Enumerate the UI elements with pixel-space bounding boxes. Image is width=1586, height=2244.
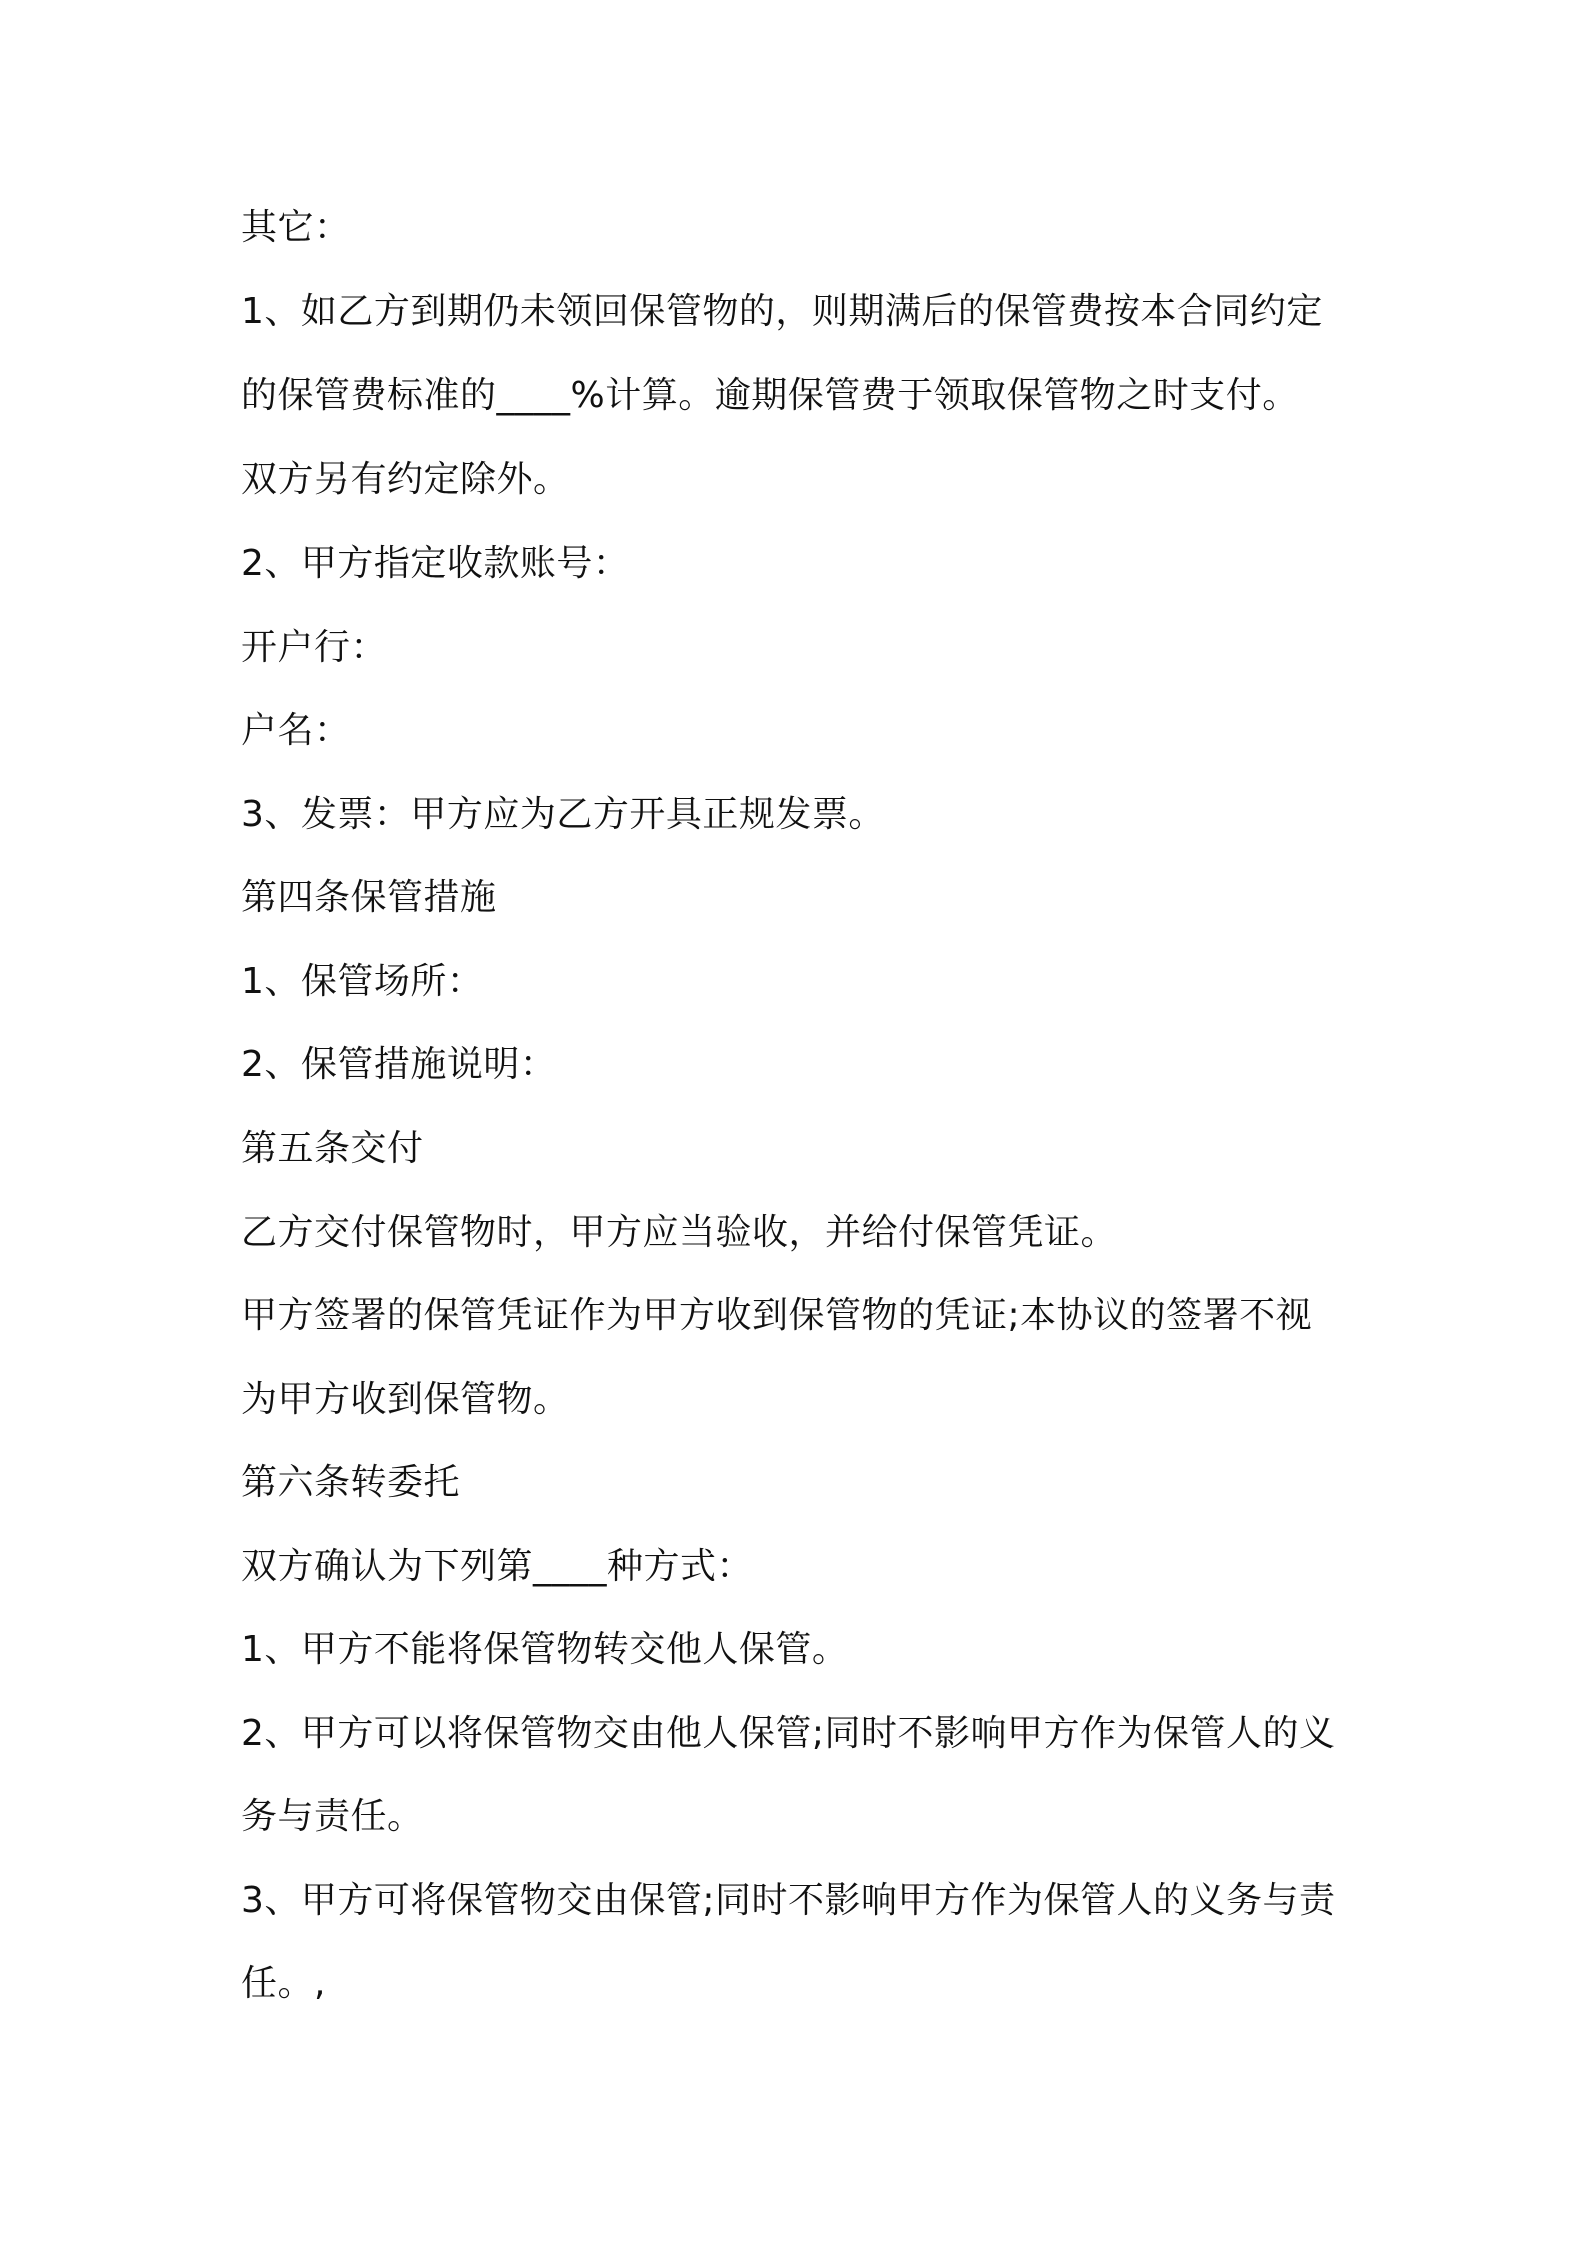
article-6-option-3-line-2: 任。, bbox=[241, 1963, 326, 2004]
section-heading-other: 其它： bbox=[241, 207, 351, 248]
article-5-paragraph-2-line-2: 为甲方收到保管物。 bbox=[241, 1379, 570, 1420]
clause-1-line-3: 双方另有约定除外。 bbox=[241, 459, 570, 500]
clause-1-line-1: 1、如乙方到期仍未领回保管物的，则期满后的保管费按本合同约定 bbox=[241, 291, 1323, 332]
article-5-heading: 第五条交付 bbox=[241, 1128, 424, 1169]
article-6-option-2-line-1: 2、甲方可以将保管物交由他人保管;同时不影响甲方作为保管人的义 bbox=[241, 1713, 1336, 1754]
account-name-field-label: 户名： bbox=[241, 710, 351, 751]
article-5-paragraph-2-line-1: 甲方签署的保管凭证作为甲方收到保管物的凭证;本协议的签署不视 bbox=[241, 1295, 1313, 1336]
article-6-heading: 第六条转委托 bbox=[241, 1462, 461, 1503]
article-5-paragraph-1: 乙方交付保管物时，甲方应当验收，并给付保管凭证。 bbox=[241, 1212, 1118, 1253]
article-4-heading: 第四条保管措施 bbox=[241, 877, 497, 918]
clause-1-line-2: 的保管费标准的____%计算。逾期保管费于领取保管物之时支付。 bbox=[241, 375, 1299, 416]
clause-2-account: 2、甲方指定收款账号： bbox=[241, 543, 630, 584]
article-6-intro: 双方确认为下列第____种方式： bbox=[241, 1546, 754, 1587]
article-6-option-1: 1、甲方不能将保管物转交他人保管。 bbox=[241, 1629, 849, 1670]
clause-3-invoice: 3、发票：甲方应为乙方开具正规发票。 bbox=[241, 794, 885, 835]
bank-field-label: 开户行： bbox=[241, 627, 388, 668]
article-6-option-2-line-2: 务与责任。 bbox=[241, 1796, 424, 1837]
article-6-option-3-line-1: 3、甲方可将保管物交由保管;同时不影响甲方作为保管人的义务与责 bbox=[241, 1880, 1336, 1921]
article-4-item-2: 2、保管措施说明： bbox=[241, 1044, 557, 1085]
article-4-item-1: 1、保管场所： bbox=[241, 961, 484, 1002]
